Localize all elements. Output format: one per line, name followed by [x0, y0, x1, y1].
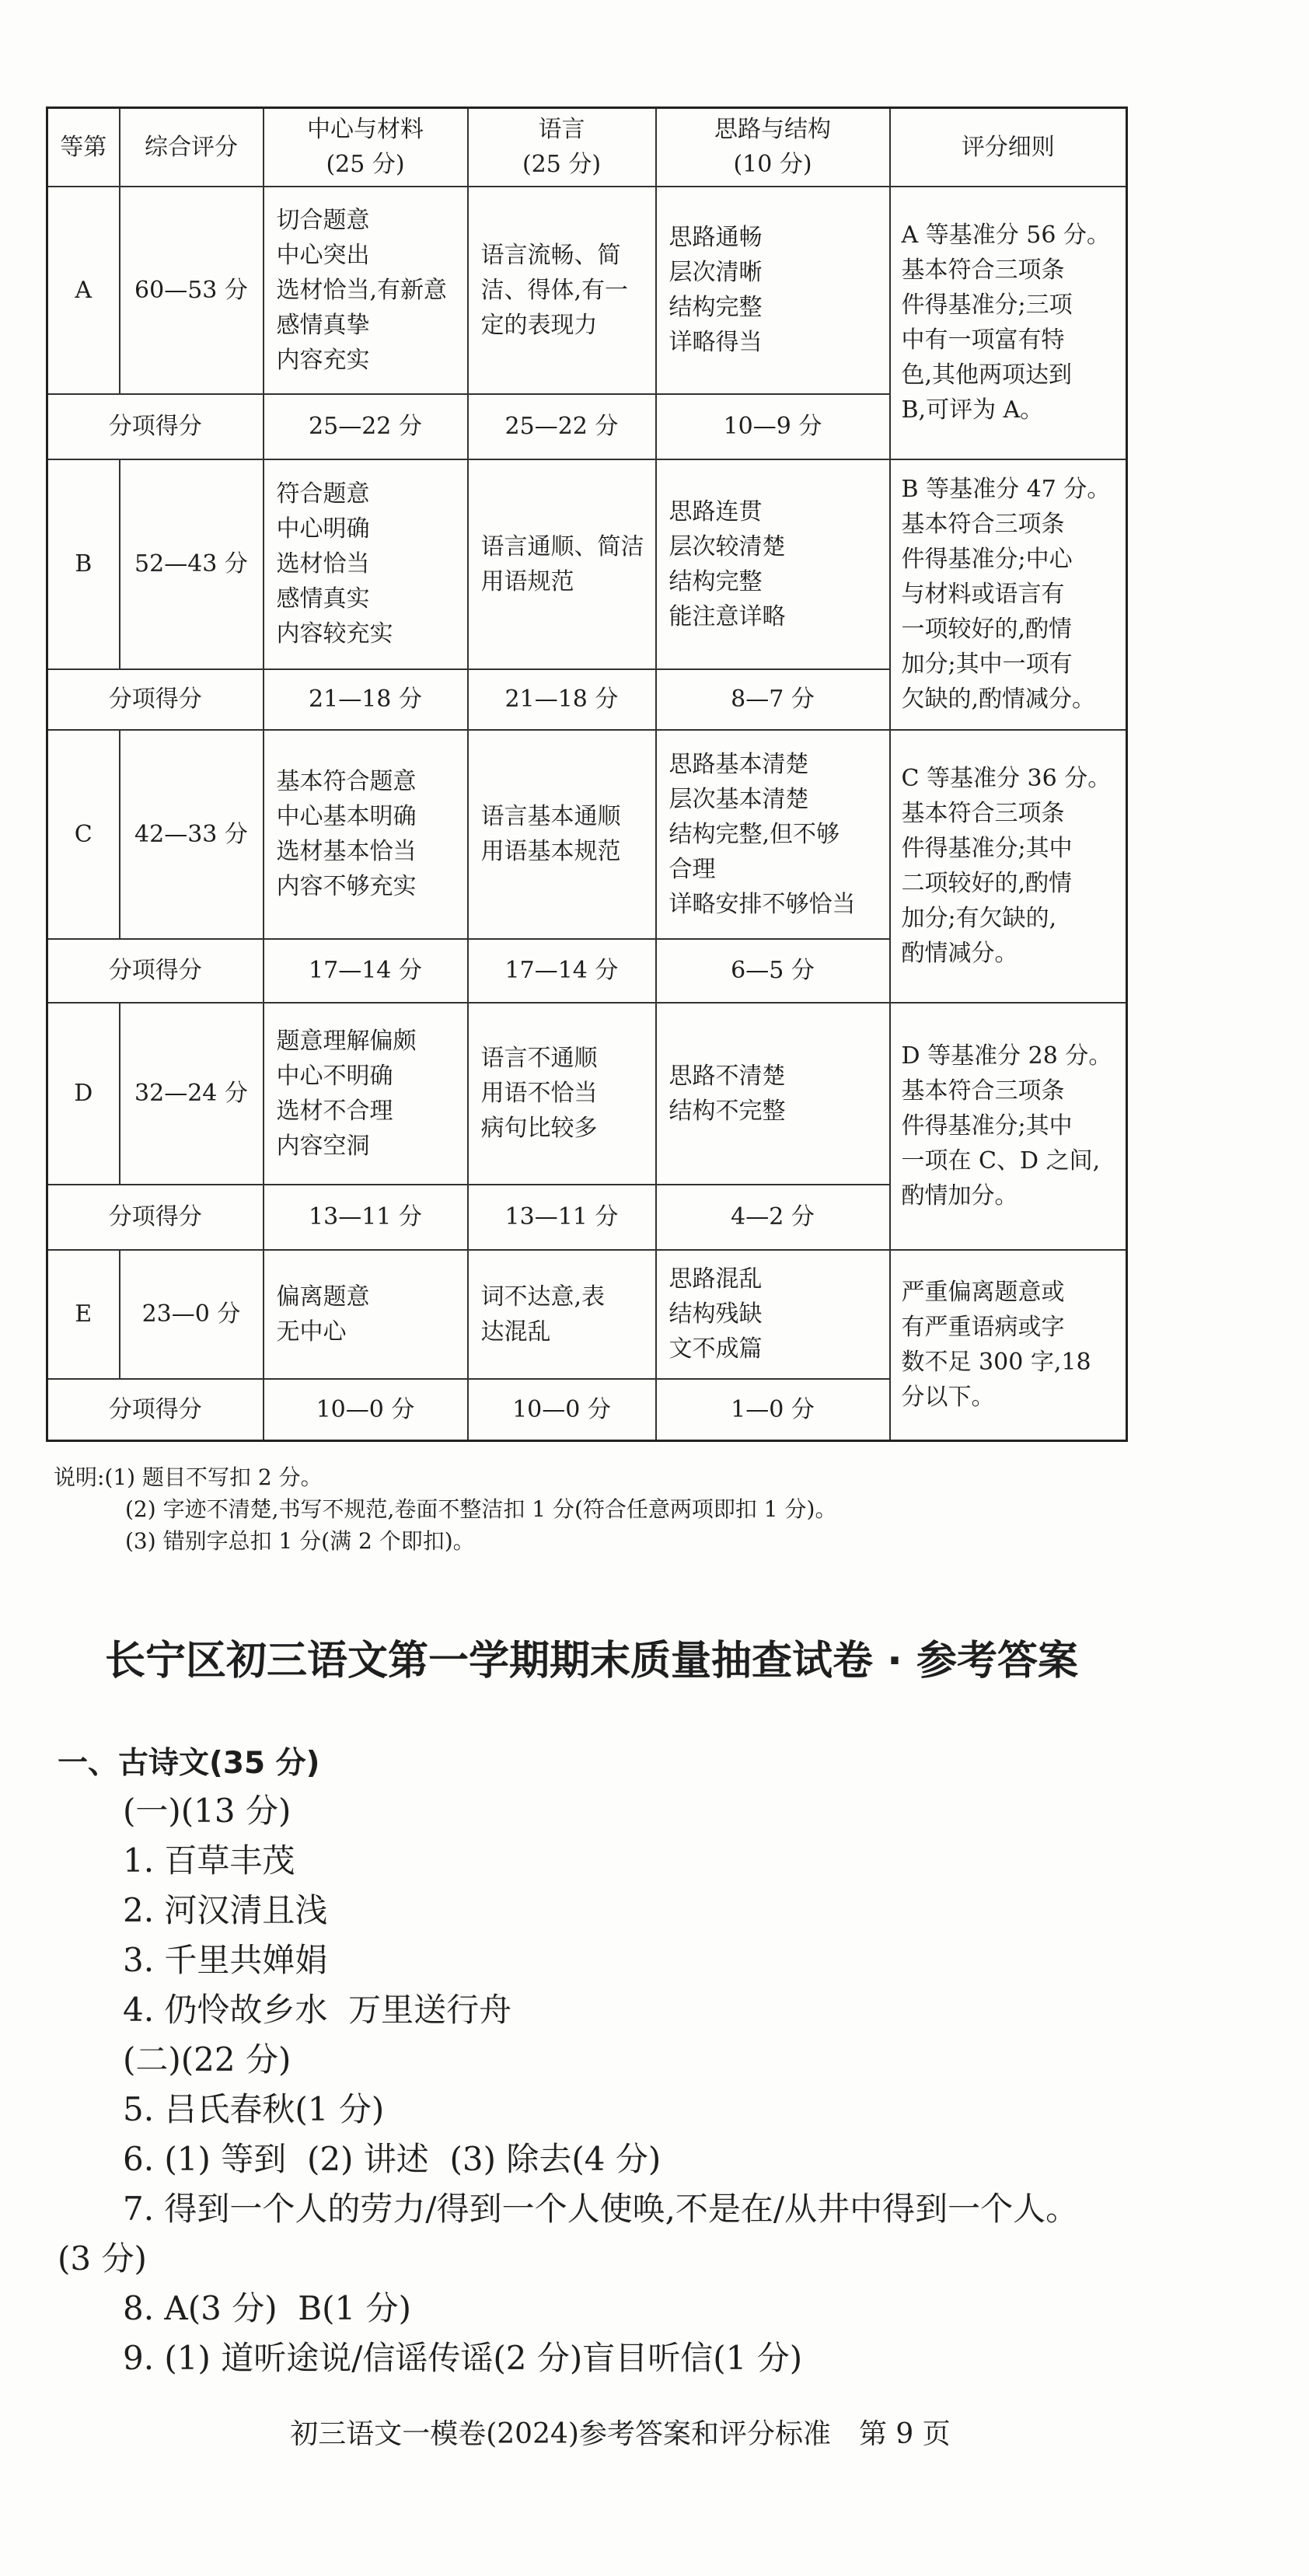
grade-b-label: B [47, 459, 120, 669]
grade-e-content-criteria: 偏离题意 无中心 [264, 1250, 468, 1379]
grade-b-subtotal-structure: 8—7 分 [656, 669, 890, 730]
grade-c-score-range: 42—33 分 [120, 730, 264, 939]
grade-a-scoring-rules: A 等基准分 56 分。 基本符合三项条 件得基准分;三项 中有一项富有特 色,其他两项达到 B,可评为 A。 [890, 187, 1127, 459]
answer-item-6: 6. (1) 等到 (2) 讲述 (3) 除去(4 分) [123, 2140, 661, 2178]
answer-key-title: 长宁区初三语文第一学期期末质量抽查试卷 · 参考答案 [105, 1638, 1078, 1684]
grade-b-language-criteria: 语言通顺、简洁 用语规范 [468, 459, 656, 669]
header-overall-score: 综合评分 [120, 108, 264, 187]
subsection-2-heading: (二)(22 分) [123, 2040, 291, 2079]
grade-a-score-range: 60—53 分 [120, 187, 264, 394]
grade-c-language-criteria: 语言基本通顺 用语基本规范 [468, 730, 656, 939]
grade-row-e [47, 1250, 1127, 1379]
grade-c-subtotal-language: 17—14 分 [468, 939, 656, 1003]
grade-c-content-criteria: 基本符合题意 中心基本明确 选材基本恰当 内容不够充实 [264, 730, 468, 939]
note-3: (3) 错别字总扣 1 分(满 2 个即扣)。 [125, 1528, 475, 1554]
grade-b-score-range: 52—43 分 [120, 459, 264, 669]
grade-row-c [47, 730, 1127, 939]
grade-d-subtotal-language: 13—11 分 [468, 1185, 656, 1250]
grade-a-subtotal-language: 25—22 分 [468, 394, 656, 459]
grade-c-scoring-rules: C 等基准分 36 分。 基本符合三项条 件得基准分;其中 二项较好的,酌情 加分;有欠缺的, 酌情减分。 [890, 730, 1127, 1003]
table-notes [54, 1461, 836, 1557]
grade-d-language-criteria: 语言不通顺 用语不恰当 病句比较多 [468, 1003, 656, 1185]
grade-b-subtotal-language: 21—18 分 [468, 669, 656, 730]
grade-d-scoring-rules: D 等基准分 28 分。 基本符合三项条 件得基准分;其中 一项在 C、D 之间, 酌情加分。 [890, 1003, 1127, 1250]
header-content-material: 中心与材料 (25 分) [264, 108, 468, 187]
grade-row-d [47, 1003, 1127, 1185]
grade-d-subtotal-label: 分项得分 [47, 1185, 264, 1250]
header-language: 语言 (25 分) [468, 108, 656, 187]
grade-c-subtotal-content: 17—14 分 [264, 939, 468, 1003]
grade-a-subtotal-content: 25—22 分 [264, 394, 468, 459]
grade-e-subtotal-label: 分项得分 [47, 1379, 264, 1441]
answer-item-2: 2. 河汉清且浅 [123, 1891, 328, 1929]
grade-a-subtotal-structure: 10—9 分 [656, 394, 890, 459]
grade-c-subtotal-label: 分项得分 [47, 939, 264, 1003]
grade-a-label: A [47, 187, 120, 394]
answer-item-9: 9. (1) 道听途说/信谣传谣(2 分)盲目听信(1 分) [123, 2339, 803, 2377]
grade-d-content-criteria: 题意理解偏颇 中心不明确 选材不合理 内容空洞 [264, 1003, 468, 1185]
grade-e-language-criteria: 词不达意,表 达混乱 [468, 1250, 656, 1379]
header-scoring-rules: 评分细则 [890, 108, 1127, 187]
note-1: 说明:(1) 题目不写扣 2 分。 [54, 1464, 323, 1490]
grade-e-subtotal-content: 10—0 分 [264, 1379, 468, 1441]
grade-e-subtotal-language: 10—0 分 [468, 1379, 656, 1441]
answer-item-7: 7. 得到一个人的劳力/得到一个人使唤,不是在/从井中得到一个人。 [123, 2190, 1079, 2228]
grade-b-subtotal-content: 21—18 分 [264, 669, 468, 730]
subsection-1-heading: (一)(13 分) [123, 1792, 291, 1830]
grade-a-content-criteria: 切合题意 中心突出 选材恰当,有新意 感情真挚 内容充实 [264, 187, 468, 394]
section-1-heading: 一、古诗文(35 分) [58, 1746, 320, 1781]
grade-c-subtotal-structure: 6—5 分 [656, 939, 890, 1003]
table-header-row [47, 108, 1127, 187]
answer-item-8: 8. A(3 分) B(1 分) [123, 2289, 412, 2327]
footer-page-number: 第 9 页 [858, 2418, 951, 2450]
grade-row-a [47, 187, 1127, 394]
grade-d-score-range: 32—24 分 [120, 1003, 264, 1185]
grade-c-structure-criteria: 思路基本清楚 层次基本清楚 结构完整,但不够 合理 详略安排不够恰当 [656, 730, 890, 939]
answer-item-4: 4. 仍怜故乡水 万里送行舟 [123, 1991, 512, 2029]
grade-b-structure-criteria: 思路连贯 层次较清楚 结构完整 能注意详略 [656, 459, 890, 669]
grade-d-structure-criteria: 思路不清楚 结构不完整 [656, 1003, 890, 1185]
grade-b-subtotal-label: 分项得分 [47, 669, 264, 730]
header-structure: 思路与结构 (10 分) [656, 108, 890, 187]
section-1-answers [58, 1786, 1078, 2383]
header-grade: 等第 [47, 108, 120, 187]
answer-item-3: 3. 千里共婵娟 [123, 1941, 328, 1979]
grade-a-subtotal-label: 分项得分 [47, 394, 264, 459]
grade-b-scoring-rules: B 等基准分 47 分。 基本符合三项条 件得基准分;中心 与材料或语言有 一项较好的,酌情 加分;其中一项有 欠缺的,酌情减分。 [890, 459, 1127, 730]
footer-doc-label: 初三语文一模卷(2024)参考答案和评分标准 [290, 2418, 831, 2450]
answer-item-1: 1. 百草丰茂 [123, 1841, 295, 1880]
page-footer [46, 2415, 1195, 2454]
grade-d-subtotal-content: 13—11 分 [264, 1185, 468, 1250]
grade-e-score-range: 23—0 分 [120, 1250, 264, 1379]
grade-b-content-criteria: 符合题意 中心明确 选材恰当 感情真实 内容较充实 [264, 459, 468, 669]
answer-item-5: 5. 吕氏春秋(1 分) [123, 2090, 385, 2128]
essay-grading-table [46, 106, 1128, 1442]
grade-c-label: C [47, 730, 120, 939]
grade-d-subtotal-structure: 4—2 分 [656, 1185, 890, 1250]
grade-a-language-criteria: 语言流畅、简 洁、得体,有一 定的表现力 [468, 187, 656, 394]
grade-row-b [47, 459, 1127, 669]
grade-e-structure-criteria: 思路混乱 结构残缺 文不成篇 [656, 1250, 890, 1379]
grade-e-scoring-rules: 严重偏离题意或 有严重语病或字 数不足 300 字,18 分以下。 [890, 1250, 1127, 1441]
grade-a-structure-criteria: 思路通畅 层次清晰 结构完整 详略得当 [656, 187, 890, 394]
answer-item-7-points: (3 分) [58, 2239, 147, 2278]
grade-e-label: E [47, 1250, 120, 1379]
grade-e-subtotal-structure: 1—0 分 [656, 1379, 890, 1441]
grade-d-label: D [47, 1003, 120, 1185]
note-2: (2) 字迹不清楚,书写不规范,卷面不整洁扣 1 分(符合任意两项即扣 1 分)。 [125, 1496, 837, 1522]
